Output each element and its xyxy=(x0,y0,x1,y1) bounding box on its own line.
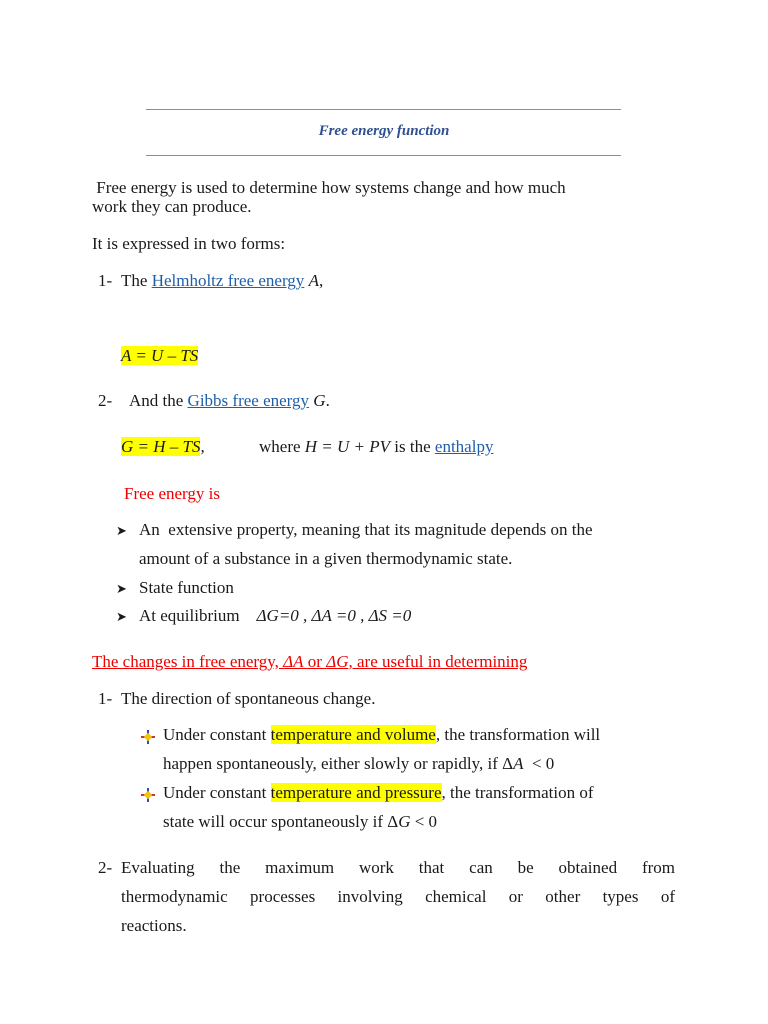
evaluating-line-3: reactions. xyxy=(121,916,187,935)
item-1-suffix: , xyxy=(318,271,324,290)
sub-2-post: , the transformation of xyxy=(441,783,594,802)
item-2-suffix: . xyxy=(325,391,330,410)
sub-1-post: , the transformation will xyxy=(435,725,601,744)
arrow-bullet-icon: ➤ xyxy=(116,523,127,538)
helmholtz-link[interactable]: Helmholtz free energy xyxy=(151,271,305,290)
item-1-prefix: The xyxy=(121,271,152,290)
gibbs-formula: G = H – TS xyxy=(121,437,201,456)
top-rule xyxy=(146,109,621,110)
sub-2-var: G xyxy=(398,812,411,831)
intro-line-1: Free energy is used to determine how systems change and how much xyxy=(92,178,566,197)
arrow-bullet-icon: ➤ xyxy=(116,609,127,624)
is-the-text: is the xyxy=(390,437,435,456)
sub-1-highlight: temperature and volume xyxy=(270,725,436,744)
property-2: State function xyxy=(139,578,234,597)
enthalpy-link[interactable]: enthalpy xyxy=(434,437,494,456)
gibbs-comma: , xyxy=(200,437,205,456)
changes-heading xyxy=(92,652,527,672)
free-energy-is-heading: Free energy is xyxy=(124,484,220,503)
bottom-rule xyxy=(146,155,621,156)
sub-1-pre: Under constant xyxy=(163,725,271,744)
sub-2-line-2-pre: state will occur spontaneously if Δ xyxy=(163,812,399,831)
changes-heading-or: or xyxy=(303,652,327,671)
where-text: where xyxy=(259,437,305,456)
helmholtz-equation xyxy=(121,346,198,366)
enthalpy-definition xyxy=(259,437,493,457)
page-title: Free energy function xyxy=(318,123,450,139)
evaluating-line-1: Evaluating the maximum work that can be obtained from xyxy=(121,858,675,877)
item-2-prefix: And the xyxy=(129,391,188,410)
cross-star-bullet-icon xyxy=(141,786,155,806)
helmholtz-formula: A = U – TS xyxy=(121,346,199,365)
helmholtz-var: A xyxy=(308,271,319,290)
evaluating-number: 2- xyxy=(98,858,113,877)
equilibrium-label: At equilibrium xyxy=(139,606,257,625)
intro-line-2: work they can produce. xyxy=(92,197,252,216)
delta-a: ΔA xyxy=(283,652,304,671)
sub-1-line-1 xyxy=(163,725,600,745)
sub-1-var: A xyxy=(513,754,524,773)
sub-1-line-2-post: < 0 xyxy=(523,754,555,773)
forms-intro: It is expressed in two forms: xyxy=(92,234,286,253)
item-1-helmholtz xyxy=(98,271,323,291)
sub-2-line-2 xyxy=(163,812,437,832)
property-3 xyxy=(139,606,411,626)
enthalpy-formula: H = U + PV xyxy=(304,437,391,456)
evaluating-line-2: thermodynamic processes involving chemical or other types of xyxy=(121,887,675,906)
direction-text: The direction of spontaneous change. xyxy=(121,689,376,708)
item-2-gibbs xyxy=(98,391,330,411)
sub-1-line-2 xyxy=(163,754,554,774)
gibbs-var: G xyxy=(313,391,326,410)
delta-g: ΔG xyxy=(326,652,349,671)
arrow-bullet-icon: ➤ xyxy=(116,581,127,596)
item-2-number: 2- xyxy=(98,391,113,410)
direction-item xyxy=(98,689,375,709)
gibbs-equation xyxy=(121,437,205,457)
sub-2-line-1 xyxy=(163,783,594,803)
equilibrium-conditions: ΔG=0 , ΔA =0 , ΔS =0 xyxy=(256,606,412,625)
changes-heading-post: , are useful in determining xyxy=(348,652,528,671)
item-1-number: 1- xyxy=(98,271,113,290)
sub-1-line-2-pre: happen spontaneously, either slowly or rapidly, if Δ xyxy=(163,754,514,773)
sub-2-line-2-post: < 0 xyxy=(410,812,438,831)
property-1-line-1: An extensive property, meaning that its magnitude depends on the xyxy=(139,520,593,539)
cross-star-bullet-icon xyxy=(141,728,155,748)
gibbs-link[interactable]: Gibbs free energy xyxy=(187,391,310,410)
changes-heading-pre: The changes in free energy, xyxy=(92,652,284,671)
direction-number: 1- xyxy=(98,689,113,708)
sub-2-highlight: temperature and pressure xyxy=(270,783,442,802)
sub-2-pre: Under constant xyxy=(163,783,271,802)
property-1-line-2: amount of a substance in a given thermodynamic state. xyxy=(139,549,513,568)
